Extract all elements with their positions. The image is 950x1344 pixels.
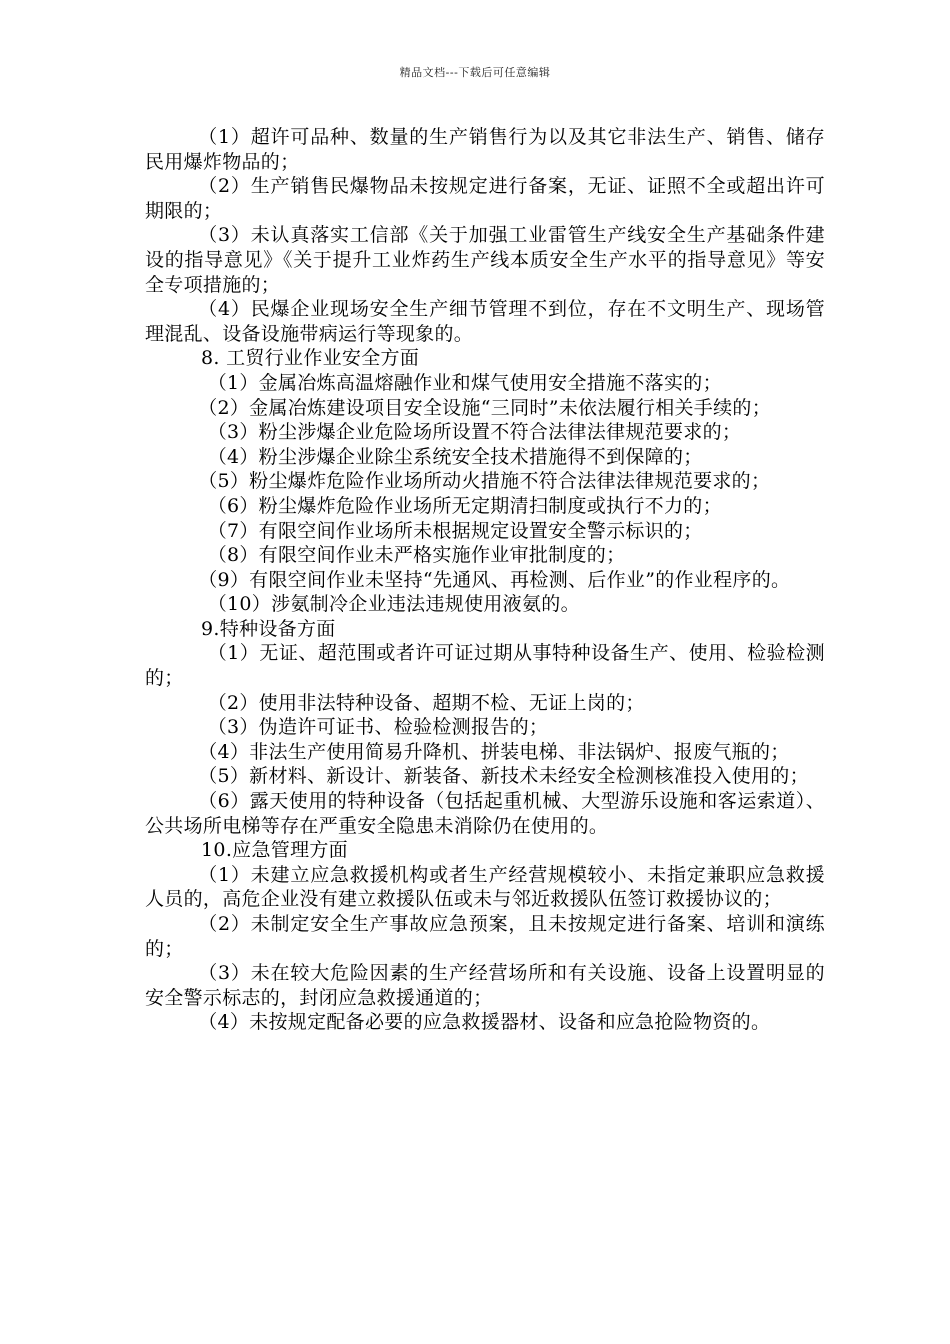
paragraph: （10）涉氨制冷企业违法违规使用液氨的。	[207, 593, 580, 616]
paragraph: （3）未在较大危险因素的生产经营场所和有关设施、设备上设置明显的安全警示标志的，封闭应急救援通道的；	[145, 962, 825, 1009]
paragraph: （3）伪造许可证书、检验检测报告的；	[207, 716, 549, 739]
paragraph: （5）粉尘爆炸危险作业场所动火措施不符合法律法律规范要求的；	[198, 470, 771, 493]
paragraph: （1）金属冶炼高温熔融作业和煤气使用安全措施不落实的；	[207, 371, 722, 394]
section-heading: 10.应急管理方面	[201, 839, 348, 862]
paragraph: （9）有限空间作业未坚持“先通风、再检测、后作业”的作业程序的。	[198, 568, 791, 591]
paragraph: （2）生产销售民爆物品未按规定进行备案，无证、证照不全或超出许可期限的；	[145, 175, 825, 222]
paragraph: （4）非法生产使用简易升降机、拼装电梯、非法锅炉、报废气瓶的；	[198, 740, 790, 763]
paragraph: （6）粉尘爆炸危险作业场所无定期清扫制度或执行不力的；	[207, 494, 722, 517]
document-body	[145, 125, 825, 1035]
paragraph: （7）有限空间作业场所未根据规定设置安全警示标识的；	[207, 519, 703, 542]
section-heading: 9.特种设备方面	[201, 617, 336, 640]
paragraph: （5）新材料、新设计、新装备、新技术未经安全检测核准投入使用的；	[198, 765, 809, 788]
paragraph: （1）未建立应急救援机构或者生产经营规模较小、未指定兼职应急救援人员的，高危企业没有建立救援队伍或未与邻近救援队伍签订救援协议的；	[145, 863, 825, 911]
paragraph: （2）金属冶炼建设项目安全设施“三同时”未依法履行相关手续的；	[198, 396, 772, 419]
paragraph: （4）未按规定配备必要的应急救援器材、设备和应急抢险物资的。	[198, 1011, 771, 1034]
paragraph: （1）超许可品种、数量的生产销售行为以及其它非法生产、销售、储存民用爆炸物品的；	[145, 126, 825, 173]
paragraph: （2）未制定安全生产事故应急预案，且未按规定进行备案、培训和演练的；	[145, 913, 825, 960]
paragraph: （1）无证、超范围或者许可证过期从事特种设备生产、使用、检验检测的；	[145, 642, 825, 690]
paragraph: （4）粉尘涉爆企业除尘系统安全技术措施得不到保障的；	[207, 445, 703, 468]
section-heading: 8. 工贸行业作业安全方面	[201, 347, 420, 370]
paragraph: （8）有限空间作业未严格实施作业审批制度的；	[207, 544, 626, 567]
paragraph: （3）粉尘涉爆企业危险场所设置不符合法律法律规范要求的；	[207, 421, 742, 444]
page-header: 精品文档---下载后可任意编辑	[399, 66, 551, 79]
paragraph: （6）露天使用的特种设备（包括起重机械、大型游乐设施和客运索道）、公共场所电梯等存在严重安全隐患未消除仍在使用的。	[145, 790, 825, 837]
paragraph: （3）未认真落实工信部《关于加强工业雷管生产线安全生产基础条件建设的指导意见》《关于提升工业炸药生产线本质安全生产水平的指导意见》等安全专项措施的；	[145, 224, 825, 296]
paragraph: （4）民爆企业现场安全生产细节管理不到位，存在不文明生产、现场管理混乱、设备设施带病运行等现象的。	[145, 298, 825, 345]
paragraph: （2）使用非法特种设备、超期不检、无证上岗的；	[207, 691, 645, 714]
